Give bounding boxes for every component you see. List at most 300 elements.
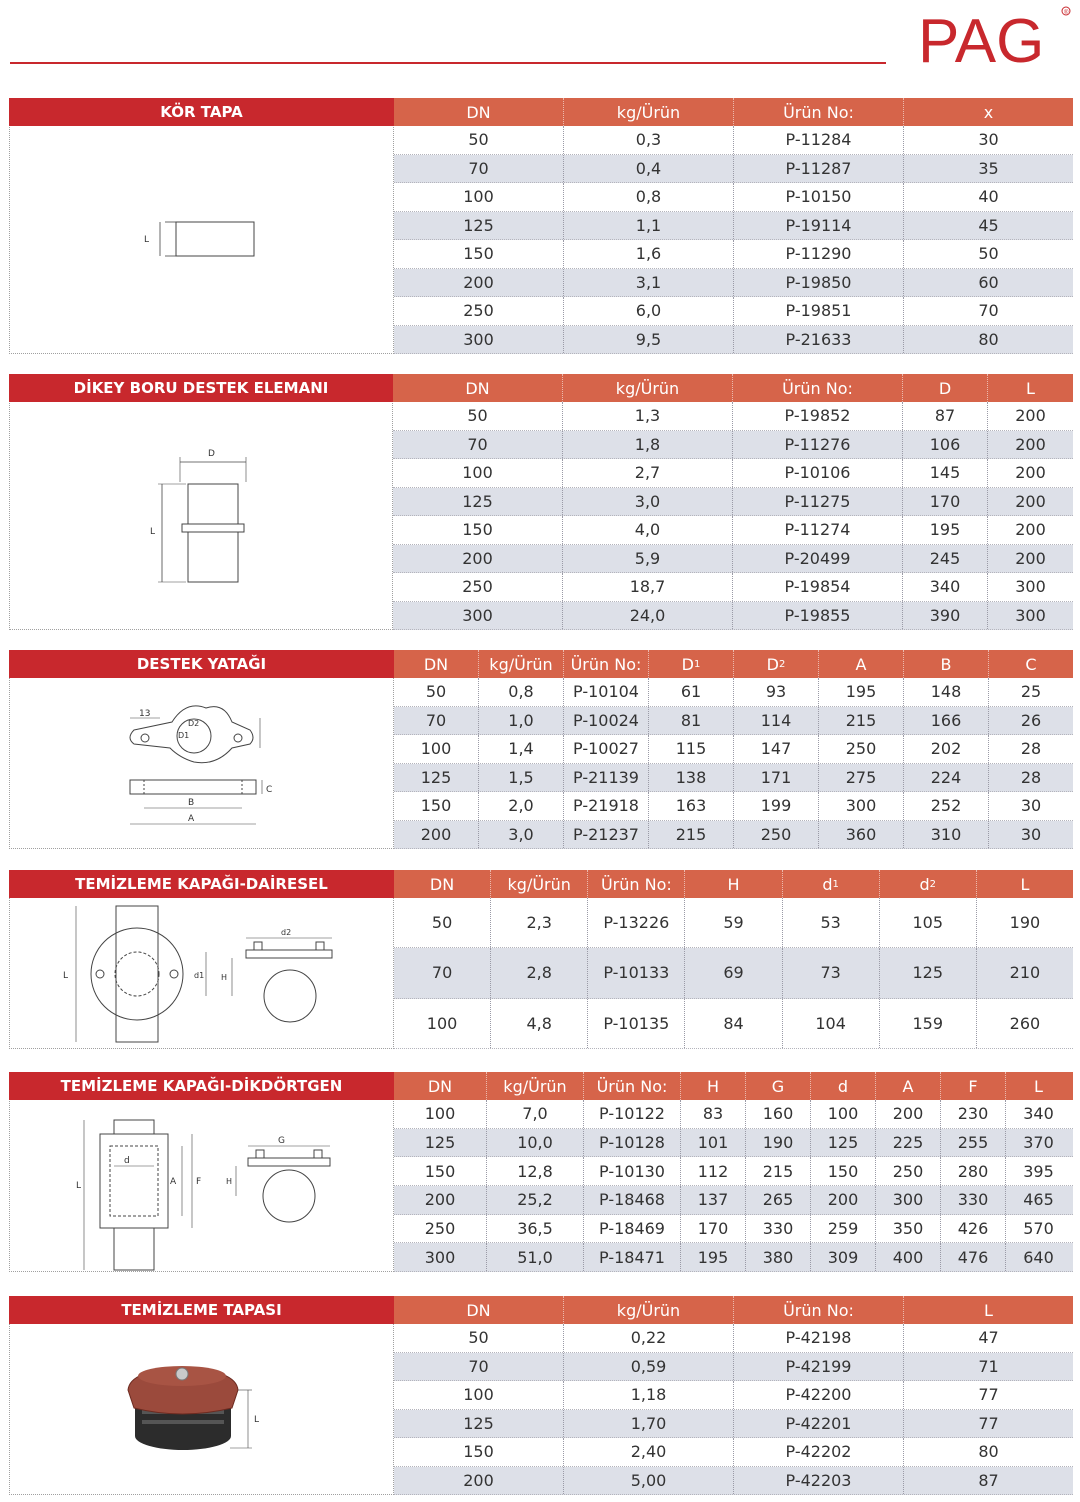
- column-header: [588, 870, 685, 898]
- table-cell: 147: [734, 735, 819, 763]
- table-row: [393, 545, 1073, 574]
- table-row: [393, 402, 1073, 431]
- table-cell: 125: [811, 1129, 876, 1157]
- table-cell: 2,7: [563, 459, 733, 487]
- table-cell: 0,22: [564, 1324, 734, 1352]
- section-title: KÖR TAPA: [9, 98, 394, 126]
- table-cell: 0,3: [564, 126, 734, 154]
- table-cell: 1,4: [479, 735, 564, 763]
- table-cell: 310: [904, 821, 989, 849]
- table-cell: 330: [941, 1186, 1006, 1214]
- table-cell: 59: [685, 898, 782, 947]
- table-cell: 200: [811, 1186, 876, 1214]
- column-header: [479, 650, 564, 678]
- table-cell: 250: [876, 1157, 941, 1185]
- table-cell: 1,70: [564, 1410, 734, 1438]
- table-cell: 1,3: [563, 402, 733, 430]
- table-cell: 190: [746, 1129, 811, 1157]
- table-cell: 70: [394, 948, 491, 997]
- table-cell: P-10135: [588, 999, 685, 1048]
- table-row: [394, 1324, 1073, 1353]
- table-row: [394, 707, 1073, 736]
- table-cell: P-11290: [734, 240, 904, 268]
- table-cell: 25,2: [487, 1186, 584, 1214]
- table-cell: 70: [394, 1353, 564, 1381]
- table-cell: 12,8: [487, 1157, 584, 1185]
- table-cell: 4,8: [491, 999, 588, 1048]
- table-cell: 260: [1009, 1013, 1041, 1033]
- diagram-label: D2: [188, 719, 200, 728]
- table-cell: 100: [811, 1100, 876, 1128]
- table-row: [394, 1215, 1073, 1244]
- table-cell: 87: [903, 402, 988, 430]
- table-row: [394, 297, 1073, 326]
- table-cell: 50: [393, 402, 563, 430]
- table-cell: 106: [903, 431, 988, 459]
- column-header: [685, 870, 782, 898]
- table-cell: 0,59: [564, 1353, 734, 1381]
- table-cell: 280: [941, 1157, 1006, 1185]
- table-cell: 640: [1023, 1247, 1054, 1267]
- table-cell: 125: [880, 948, 977, 997]
- table-cell: 400: [876, 1243, 941, 1271]
- diagram-label: L: [76, 1181, 82, 1191]
- table-cell: 2,40: [564, 1438, 734, 1466]
- table-cell: P-10128: [584, 1129, 681, 1157]
- table-cell: 215: [649, 821, 734, 849]
- table-cell: 200: [1015, 434, 1046, 454]
- diagram-label: L: [63, 971, 69, 981]
- table-cell: 70: [394, 155, 564, 183]
- column-header: [904, 650, 989, 678]
- table-cell: P-42200: [734, 1381, 904, 1409]
- table-cell: 148: [904, 678, 989, 706]
- column-header: L: [1026, 378, 1035, 398]
- column-header-subscript: 1: [693, 658, 701, 670]
- diagram-label: L: [150, 527, 156, 537]
- column-header: DN: [394, 98, 564, 126]
- table-cell: 36,5: [487, 1215, 584, 1243]
- table-cell: 200: [393, 545, 563, 573]
- table-cell: 5,9: [563, 545, 733, 573]
- table-cell: 200: [1015, 463, 1046, 483]
- table-cell: P-10024: [564, 707, 649, 735]
- table-cell: 115: [649, 735, 734, 763]
- table-row: [394, 1410, 1073, 1439]
- column-header: [819, 650, 904, 678]
- table-cell: P-21633: [734, 326, 904, 354]
- table-cell: 47: [978, 1328, 999, 1348]
- column-header: Ürün No:: [733, 374, 903, 402]
- table-cell: P-11284: [734, 126, 904, 154]
- column-header: DN: [394, 1072, 487, 1100]
- table-header: [394, 870, 1073, 898]
- diagram-label: B: [188, 798, 195, 808]
- diagram-label: C: [266, 785, 273, 795]
- table-cell: 7,0: [487, 1100, 584, 1128]
- column-header: [564, 650, 649, 678]
- table-cell: 28: [1020, 739, 1042, 759]
- table-cell: 125: [394, 764, 479, 792]
- table-row: [394, 735, 1073, 764]
- table-row: [393, 516, 1073, 545]
- product-diagram-panel: [9, 1072, 394, 1272]
- table-row: [394, 1243, 1073, 1272]
- table-cell: 81: [649, 707, 734, 735]
- column-header: Ürün No:: [734, 98, 904, 126]
- svg-text:®: ®: [1064, 10, 1069, 16]
- table-cell: 104: [783, 999, 880, 1048]
- table-cell: 18,7: [563, 573, 733, 601]
- table-cell: 101: [681, 1129, 746, 1157]
- table-row: [393, 488, 1073, 517]
- table-cell: 245: [903, 545, 988, 573]
- table-cell: 40: [978, 187, 999, 207]
- table-cell: P-10027: [564, 735, 649, 763]
- table-cell: 195: [819, 678, 904, 706]
- table-cell: P-42198: [734, 1324, 904, 1352]
- table-cell: 259: [811, 1215, 876, 1243]
- table-row: [394, 1129, 1073, 1158]
- table-cell: 100: [394, 735, 479, 763]
- column-header: DN: [394, 1296, 564, 1324]
- column-header: A: [876, 1072, 941, 1100]
- table-cell: 300: [393, 602, 563, 630]
- section-temizleme-dairesel: [9, 870, 1073, 1049]
- column-header-subscript: 2: [929, 878, 937, 890]
- table-cell: 255: [941, 1129, 1006, 1157]
- table-cell: 70: [394, 707, 479, 735]
- column-header-subscript: 1: [832, 878, 839, 890]
- column-header-main: D: [766, 654, 779, 674]
- table-cell: 3,0: [563, 488, 733, 516]
- table-cell: 2,3: [491, 898, 588, 947]
- table-cell: 210: [1009, 963, 1041, 983]
- table-row: [394, 1100, 1073, 1129]
- column-header: L: [1034, 1076, 1043, 1096]
- table-cell: 45: [978, 215, 999, 235]
- table-cell: 0,8: [564, 183, 734, 211]
- table-cell: 0,4: [564, 155, 734, 183]
- table-row: [394, 326, 1073, 355]
- table-cell: P-10150: [734, 183, 904, 211]
- svg-text:PAG: PAG: [918, 7, 1045, 68]
- table-row: [394, 1467, 1073, 1496]
- table-cell: P-11276: [733, 431, 903, 459]
- table-row: [394, 1186, 1073, 1215]
- table-cell: P-19854: [733, 573, 903, 601]
- technical-drawing: [10, 1324, 393, 1494]
- column-header: [880, 870, 977, 898]
- table-cell: P-11287: [734, 155, 904, 183]
- table-cell: 114: [734, 707, 819, 735]
- section-title: TEMİZLEME KAPAĞI-DİKDÖRTGEN: [9, 1072, 394, 1100]
- product-diagram-panel: [9, 374, 393, 630]
- column-header: [649, 650, 734, 678]
- table-cell: 265: [746, 1186, 811, 1214]
- column-header: D: [903, 374, 988, 402]
- column-header: Ürün No:: [734, 1296, 904, 1324]
- table-cell: 3,1: [564, 269, 734, 297]
- column-header-main: H: [727, 874, 740, 894]
- column-header-main: DN: [423, 654, 449, 674]
- technical-drawing: [10, 402, 392, 629]
- column-header-main: kg/Ürün: [489, 654, 553, 674]
- table-cell: 1,8: [563, 431, 733, 459]
- table-row: [394, 1381, 1073, 1410]
- table-cell: 6,0: [564, 297, 734, 325]
- table-cell: 93: [734, 678, 819, 706]
- table-cell: P-19850: [734, 269, 904, 297]
- spec-table: [394, 1296, 1073, 1495]
- diagram-label: D: [208, 449, 215, 459]
- column-header-main: d: [919, 874, 930, 894]
- table-row: [394, 821, 1073, 850]
- table-cell: 150: [394, 792, 479, 820]
- table-header: [394, 1072, 1073, 1100]
- table-cell: 163: [649, 792, 734, 820]
- table-cell: 170: [903, 488, 988, 516]
- product-diagram-panel: [9, 650, 394, 849]
- table-row: [394, 999, 1073, 1049]
- table-row: [394, 212, 1073, 241]
- table-cell: 2,0: [479, 792, 564, 820]
- diagram-label: F: [196, 1177, 202, 1187]
- table-cell: 195: [903, 516, 988, 544]
- technical-drawing: [10, 898, 393, 1048]
- table-row: [394, 1353, 1073, 1382]
- column-header: [989, 650, 1073, 678]
- table-cell: 53: [783, 898, 880, 947]
- section-title: TEMİZLEME KAPAĞI-DAİRESEL: [9, 870, 394, 898]
- table-cell: 112: [681, 1157, 746, 1185]
- table-cell: 570: [1023, 1219, 1054, 1239]
- column-header-subscript: 2: [778, 658, 786, 670]
- table-cell: 300: [394, 326, 564, 354]
- table-cell: 30: [1020, 824, 1042, 844]
- column-header-main: D: [681, 654, 694, 674]
- section-temizleme-tapasi: [9, 1296, 1073, 1495]
- column-header: F: [941, 1072, 1006, 1100]
- table-cell: 73: [783, 948, 880, 997]
- column-header: Ürün No:: [584, 1072, 681, 1100]
- table-cell: 476: [941, 1243, 1006, 1271]
- table-cell: 215: [746, 1157, 811, 1185]
- column-header-main: DN: [429, 874, 455, 894]
- table-cell: 50: [394, 1324, 564, 1352]
- spec-table: [394, 1072, 1073, 1272]
- table-cell: 200: [394, 1186, 487, 1214]
- product-diagram-panel: [9, 870, 394, 1049]
- table-cell: 252: [904, 792, 989, 820]
- column-header-main: Ürün No:: [570, 654, 642, 674]
- table-cell: 69: [685, 948, 782, 997]
- spec-table: [394, 650, 1073, 849]
- table-cell: 200: [394, 821, 479, 849]
- table-row: [394, 1438, 1073, 1467]
- table-row: [394, 948, 1073, 998]
- table-cell: 159: [880, 999, 977, 1048]
- technical-drawing: [10, 678, 393, 848]
- table-cell: 5,00: [564, 1467, 734, 1495]
- section-temizleme-dikdortgen: [9, 1072, 1073, 1272]
- column-header: [783, 870, 880, 898]
- table-cell: 300: [876, 1186, 941, 1214]
- table-cell: 35: [978, 158, 999, 178]
- table-cell: 380: [746, 1243, 811, 1271]
- diagram-label: H: [221, 973, 228, 982]
- section-title: DİKEY BORU DESTEK ELEMANI: [9, 374, 393, 402]
- table-cell: 225: [876, 1129, 941, 1157]
- table-row: [394, 269, 1073, 298]
- table-cell: 125: [393, 488, 563, 516]
- table-cell: 100: [394, 1381, 564, 1409]
- table-cell: 25: [1020, 682, 1042, 702]
- column-header-main: B: [940, 654, 952, 674]
- table-cell: 426: [941, 1215, 1006, 1243]
- table-cell: 24,0: [563, 602, 733, 630]
- table-cell: 125: [394, 1129, 487, 1157]
- table-cell: 100: [394, 183, 564, 211]
- table-cell: P-20499: [733, 545, 903, 573]
- section-title: DESTEK YATAĞI: [9, 650, 394, 678]
- column-header: [977, 870, 1073, 898]
- table-row: [393, 459, 1073, 488]
- table-row: [393, 573, 1073, 602]
- table-cell: 1,18: [564, 1381, 734, 1409]
- diagram-label: d: [124, 1156, 130, 1166]
- table-cell: 9,5: [564, 326, 734, 354]
- table-cell: 200: [876, 1100, 941, 1128]
- table-cell: 2,8: [491, 948, 588, 997]
- table-cell: 250: [393, 573, 563, 601]
- column-header: [734, 650, 819, 678]
- column-header-main: Ürün No:: [600, 874, 672, 894]
- table-row: [393, 602, 1073, 631]
- table-cell: 230: [941, 1100, 1006, 1128]
- product-diagram-panel: [9, 98, 394, 354]
- table-cell: 390: [903, 602, 988, 630]
- table-row: [394, 126, 1073, 155]
- diagram-label: G: [278, 1136, 285, 1146]
- table-cell: 137: [681, 1186, 746, 1214]
- table-row: [394, 792, 1073, 821]
- table-cell: 340: [903, 573, 988, 601]
- technical-drawing: [10, 1100, 393, 1271]
- column-header: kg/Ürün: [487, 1072, 584, 1100]
- diagram-label: d2: [281, 928, 292, 937]
- table-cell: P-19114: [734, 212, 904, 240]
- table-cell: 70: [978, 301, 999, 321]
- table-cell: 77: [978, 1413, 999, 1433]
- table-row: [394, 678, 1073, 707]
- table-cell: 77: [978, 1385, 999, 1405]
- table-cell: 1,6: [564, 240, 734, 268]
- table-header: [394, 98, 1073, 126]
- table-cell: 200: [394, 269, 564, 297]
- table-cell: 4,0: [563, 516, 733, 544]
- table-row: [393, 431, 1073, 460]
- table-cell: 150: [394, 1157, 487, 1185]
- table-cell: 1,1: [564, 212, 734, 240]
- table-cell: P-42201: [734, 1410, 904, 1438]
- table-cell: 200: [1015, 520, 1046, 540]
- table-cell: 71: [978, 1356, 999, 1376]
- table-cell: 30: [1020, 796, 1042, 816]
- column-header-main: C: [1025, 654, 1037, 674]
- spec-table: [394, 98, 1073, 354]
- table-row: [394, 1157, 1073, 1186]
- table-cell: 30: [978, 130, 999, 150]
- section-dikey-boru: [9, 374, 1073, 630]
- table-cell: 150: [394, 1438, 564, 1466]
- table-cell: 224: [904, 764, 989, 792]
- table-cell: 70: [393, 431, 563, 459]
- table-row: [394, 183, 1073, 212]
- table-cell: 395: [1023, 1161, 1054, 1181]
- product-diagram-panel: [9, 1296, 394, 1495]
- column-header: kg/Ürün: [563, 374, 733, 402]
- table-cell: P-10130: [584, 1157, 681, 1185]
- table-cell: 3,0: [479, 821, 564, 849]
- table-cell: 330: [746, 1215, 811, 1243]
- section-destek-yatagi: [9, 650, 1073, 849]
- table-cell: 360: [819, 821, 904, 849]
- table-cell: 250: [819, 735, 904, 763]
- table-cell: 150: [393, 516, 563, 544]
- table-cell: P-11275: [733, 488, 903, 516]
- diagram-label: A: [170, 1177, 177, 1187]
- table-cell: 61: [649, 678, 734, 706]
- table-cell: 50: [978, 244, 999, 264]
- table-cell: 202: [904, 735, 989, 763]
- table-cell: 84: [685, 999, 782, 1048]
- table-cell: 166: [904, 707, 989, 735]
- table-cell: 83: [681, 1100, 746, 1128]
- diagram-label: 13: [139, 709, 151, 719]
- column-header: [394, 650, 479, 678]
- table-cell: 60: [978, 272, 999, 292]
- table-cell: 309: [811, 1243, 876, 1271]
- table-row: [394, 240, 1073, 269]
- diagram-label: L: [144, 235, 150, 245]
- table-cell: 100: [394, 1100, 487, 1128]
- column-header-main: L: [1020, 874, 1030, 894]
- table-cell: P-19851: [734, 297, 904, 325]
- table-cell: 105: [880, 898, 977, 947]
- table-cell: 10,0: [487, 1129, 584, 1157]
- table-cell: 200: [1015, 548, 1046, 568]
- table-cell: 250: [394, 297, 564, 325]
- table-cell: 160: [746, 1100, 811, 1128]
- spec-table: [393, 374, 1073, 630]
- table-cell: 51,0: [487, 1243, 584, 1271]
- pag-logo: [918, 2, 1073, 68]
- table-cell: P-42202: [734, 1438, 904, 1466]
- table-cell: 125: [394, 1410, 564, 1438]
- table-row: [394, 898, 1073, 948]
- table-cell: 150: [394, 240, 564, 268]
- column-header: DN: [393, 374, 563, 402]
- table-cell: P-13226: [588, 898, 685, 947]
- table-cell: 125: [394, 212, 564, 240]
- table-cell: 200: [1015, 491, 1046, 511]
- table-cell: P-10104: [564, 678, 649, 706]
- table-cell: 50: [394, 126, 564, 154]
- table-cell: 138: [649, 764, 734, 792]
- table-cell: P-42199: [734, 1353, 904, 1381]
- table-cell: 80: [978, 1442, 999, 1462]
